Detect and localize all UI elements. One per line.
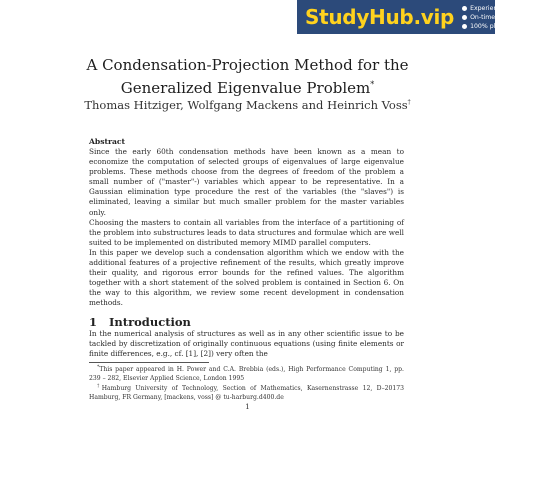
footnote: *This paper appeared in H. Power and C.A. Brebbia (eds.), High Performance Computing 1, pp. 239 – 282, Elsevier Applied Science, London 1995 (89, 365, 404, 382)
studyhub-banner[interactable] (297, 0, 536, 34)
feature-item: On-time delivery (462, 13, 536, 22)
footnote: †Hamburg University of Technology, Section of Mathematics, Kasernenstrasse 12, D–20173 Hamburg, FR Germany, [mackens, voss] @ tu-harburg.d400.de (89, 384, 405, 401)
paper-authors: Thomas Hitziger, Wolfgang Mackens and Heinrich Voss† (84, 98, 411, 112)
footnotes (89, 364, 404, 402)
feature-item: Experienced writers (462, 4, 536, 13)
bullet-icon (462, 15, 467, 20)
paper-title: A Condensation-Projection Method for the Generalized Eigenvalue Problem* (86, 56, 409, 97)
bullet-icon (462, 24, 467, 29)
bullet-icon (462, 6, 467, 11)
page-number: 1 (245, 402, 250, 411)
intro-text: In the numerical analysis of structures as well as in any other scientific issue to be tackled by discretization of originally continuous equations (using finite elements or finite differences, e.g., cf. [1], [2]) very often the (89, 329, 404, 359)
abstract-paragraph: Since the early 60th condensation methods have been known as a mean to economize the computation of selected groups of eigenvalues of large eigenvalue problems. These methods choose from the degrees of freedom of the problem a small number of ("master"-) variables which appear to be representative. In a Gaussian elimination type procedure the rest of the variables (the "slaves") is eliminated, leaving a similar but much smaller problem for the master variables only. (89, 147, 404, 217)
studyhub-logo[interactable]: StudyHub.vip (305, 5, 455, 29)
banner-features (462, 4, 536, 31)
abstract-paragraph: In this paper we develop such a condensation algorithm which we endow with the additional features of a projective refinement of the results, which greatly improve their quality, and rigorous error bounds for the refined values. The algorithm together with a short statement of the solved problem is contained in Section 6. On the way to this algorithm, we review some recent development in condensation methods. (89, 247, 404, 308)
feature-item: 100% plagiarism free (462, 22, 536, 31)
section-heading: 1 Introduction (89, 315, 191, 329)
footnote-rule (89, 362, 209, 363)
abstract-heading: Abstract (89, 137, 126, 146)
abstract-paragraph: Choosing the masters to contain all variables from the interface of a partitioning of the problem into substructures leads to data structures and formulae which are well suited to be implemented on distributed memory MIMD parallel computers. (89, 217, 404, 247)
abstract-body (89, 147, 404, 309)
